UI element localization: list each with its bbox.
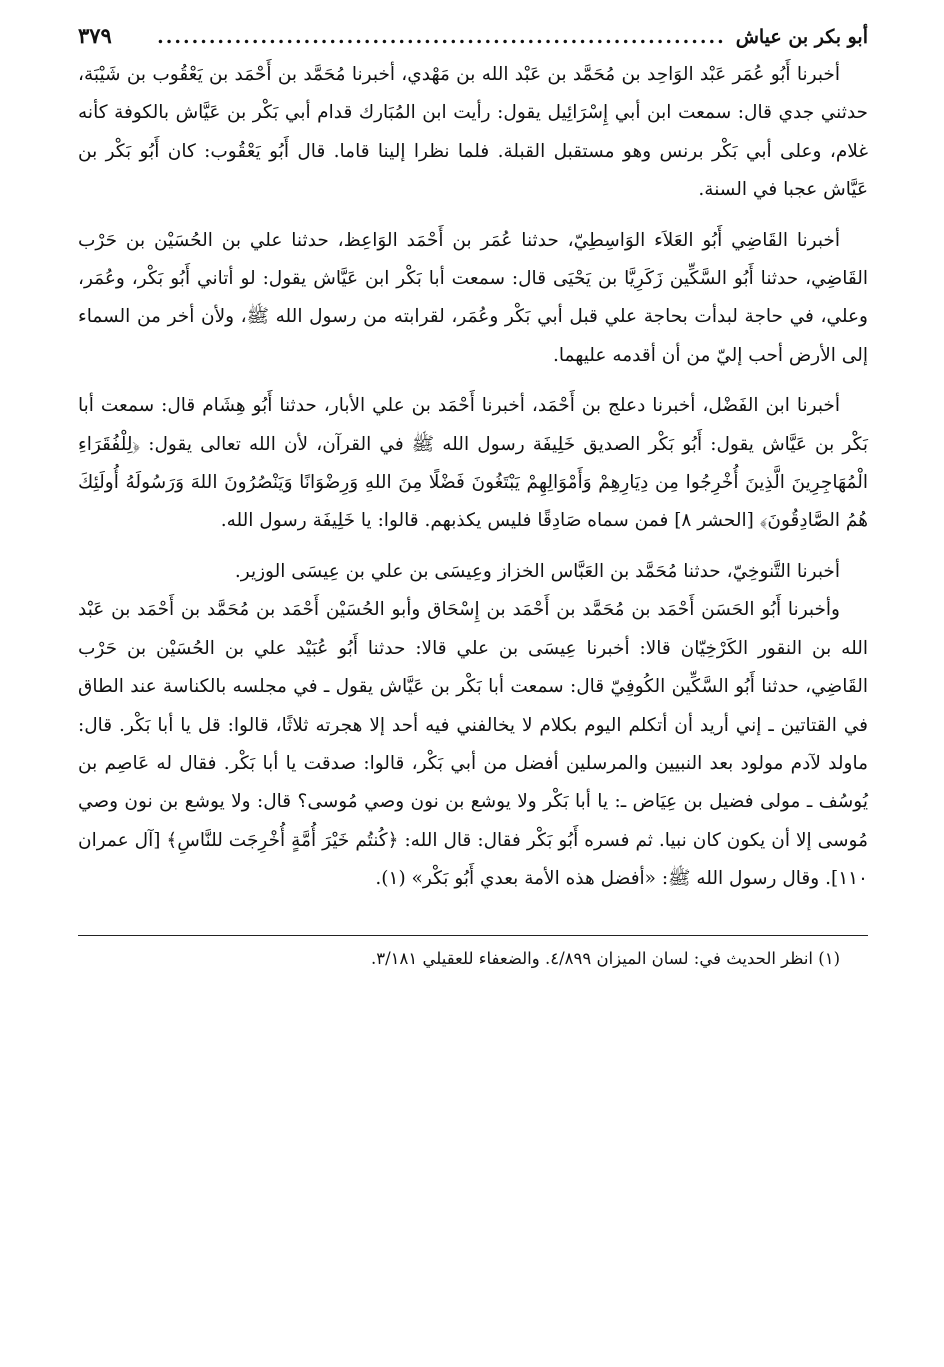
paragraph-4: أخبرنا التَّنوخِيّ، حدثنا مُحَمَّد بن العَبَّاس الخزاز وعِيسَى بن علي بن عِيسَى الوزير. [234, 560, 840, 582]
footnote: (١) انظر الحديث في: لسان الميزان ٤/٨٩٩. والضعفاء للعقيلي ٣/١٨١. [370, 948, 840, 968]
paragraph-2: أخبرنا القَاضِي أَبُو العَلاَء الوَاسِطِيّ، حدثنا عُمَر بن أَحْمَد الوَاعِظ، حدثنا علي بن الحُسَيْن بن حَرْب القَاضِي، حدثنا أَبُو السَّكِّين زَكَرِيَّا بن يَحْيَى قال: سمعت أبا بَكْر ابن عَيَّاش يقول: لو أتاني أَبُو بَكْر، وعُمَر، وعلي، في حاجة لبدأت بحاجة علي قبل أبي بَكْر وعُمَر، لقرابته من رسول الله ﷺ، ولأن أخر من السماء إلى الأرض أحب إليّ من أن أقدمه عليهما. [78, 229, 868, 366]
footnote-divider [78, 935, 868, 936]
paragraph-1: أخبرنا أَبُو عُمَر عَبْد الوَاحِد بن مُحَمَّد بن عَبْد الله بن مَهْدي، أخبرنا مُحَمَّد بن أَحْمَد بن يَعْقُوب بن شَيْبَة، حدثني جدي قال: سمعت ابن أبي إِسْرَائِيل يقول: رأيت ابن المُبَارك قدام أبي بَكْر بن عَيَّاش بالكوفة كأنه غلام، وعلى أبي بَكْر برنس وهو مستقبل القبلة. فلما نظرا إلينا قاما. قال أَبُو يَعْقُوب: كان أَبُو بَكْر بن عَيَّاش عجبا في السنة. [78, 64, 868, 201]
paragraph-3: أخبرنا ابن الفَضْل، أخبرنا دعلج بن أَحْمَد، أخبرنا أَحْمَد بن علي الأبار، حدثنا أَبُو هِشَام قال: سمعت أبا بَكْر بن عَيَّاش يقول: أَبُو بَكْر الصديق خَلِيفَة رسول الله ﷺ في القرآن، لأن الله تعالى يقول: ﴿لِلْفُقَرَاءِ الْمُهَاجِرِينَ الَّذِينَ أُخْرِجُوا مِن دِيَارِهِمْ وَأَمْوَالِهِمْ يَبْتَغُونَ فَضْلًا مِنَ اللهِ وَرِضْوَانًا وَيَنْصُرُونَ اللهَ وَرَسُولَهُ أُولَئِكَ هُمُ الصَّادِقُونَ﴾ [الحشر ٨] فمن سماه صَادِقًا فليس يكذبهم. قالوا: يا خَلِيفَة رسول الله. [78, 395, 868, 532]
paragraph-5: وأخبرنا أَبُو الحَسَن أَحْمَد بن مُحَمَّد بن أَحْمَد بن إِسْحَاق وأبو الحُسَيْن أَحْمَد بن مُحَمَّد بن أَحْمَد بن عَبْد الله بن النقور الكَرْخِيّان قالا: أخبرنا عِيسَى بن علي قالا: حدثنا أَبُو عُبَيْد علي بن الحُسَيْن بن حَرْب القَاضِي، حدثنا أَبُو السَّكِّين الكُوفِيّ قال: سمعت أبا بَكْر بن عَيَّاش يقول ـ في مجلسه بالكناسة عند الطاق في القتاتين ـ إني أريد أن أتكلم اليوم بكلام لا يخالفني فيه أحد إلا هجرته ثلاثًا، قالوا: قل يا أبا بَكْر. قال: ماولد لآدم مولود بعد النبيين والمرسلين أفضل من أبي بَكْر، قالوا: صدقت يا أبا بَكْر. فقال له عَاصِم بن يُوسُف ـ مولى فضيل بن عِيَاض ـ: يا أبا بَكْر ولا يوشع بن نون وصي مُوسى؟ قال: ولا يوشع بن نون وصي مُوسى إلا أن يكون كان نبيا. ثم فسره أَبُو بَكْر فقال: قال الله: ﴿كُنتُم خَيْرَ أُمَّةٍ أُخْرِجَت للنَّاسِ﴾ [آل عمران ١١٠]. وقال رسول الله ﷺ: «أفضل هذه الأمة بعدي أَبُو بَكْر» (١). [78, 599, 868, 890]
header-title: أبو بكر بن عياش [735, 26, 868, 48]
running-header [78, 18, 868, 54]
body-text [78, 56, 868, 899]
header-leader-dots: .................................................................. [157, 26, 726, 48]
document-page [78, 18, 868, 974]
page-number: ٣٧٩ [78, 23, 112, 48]
